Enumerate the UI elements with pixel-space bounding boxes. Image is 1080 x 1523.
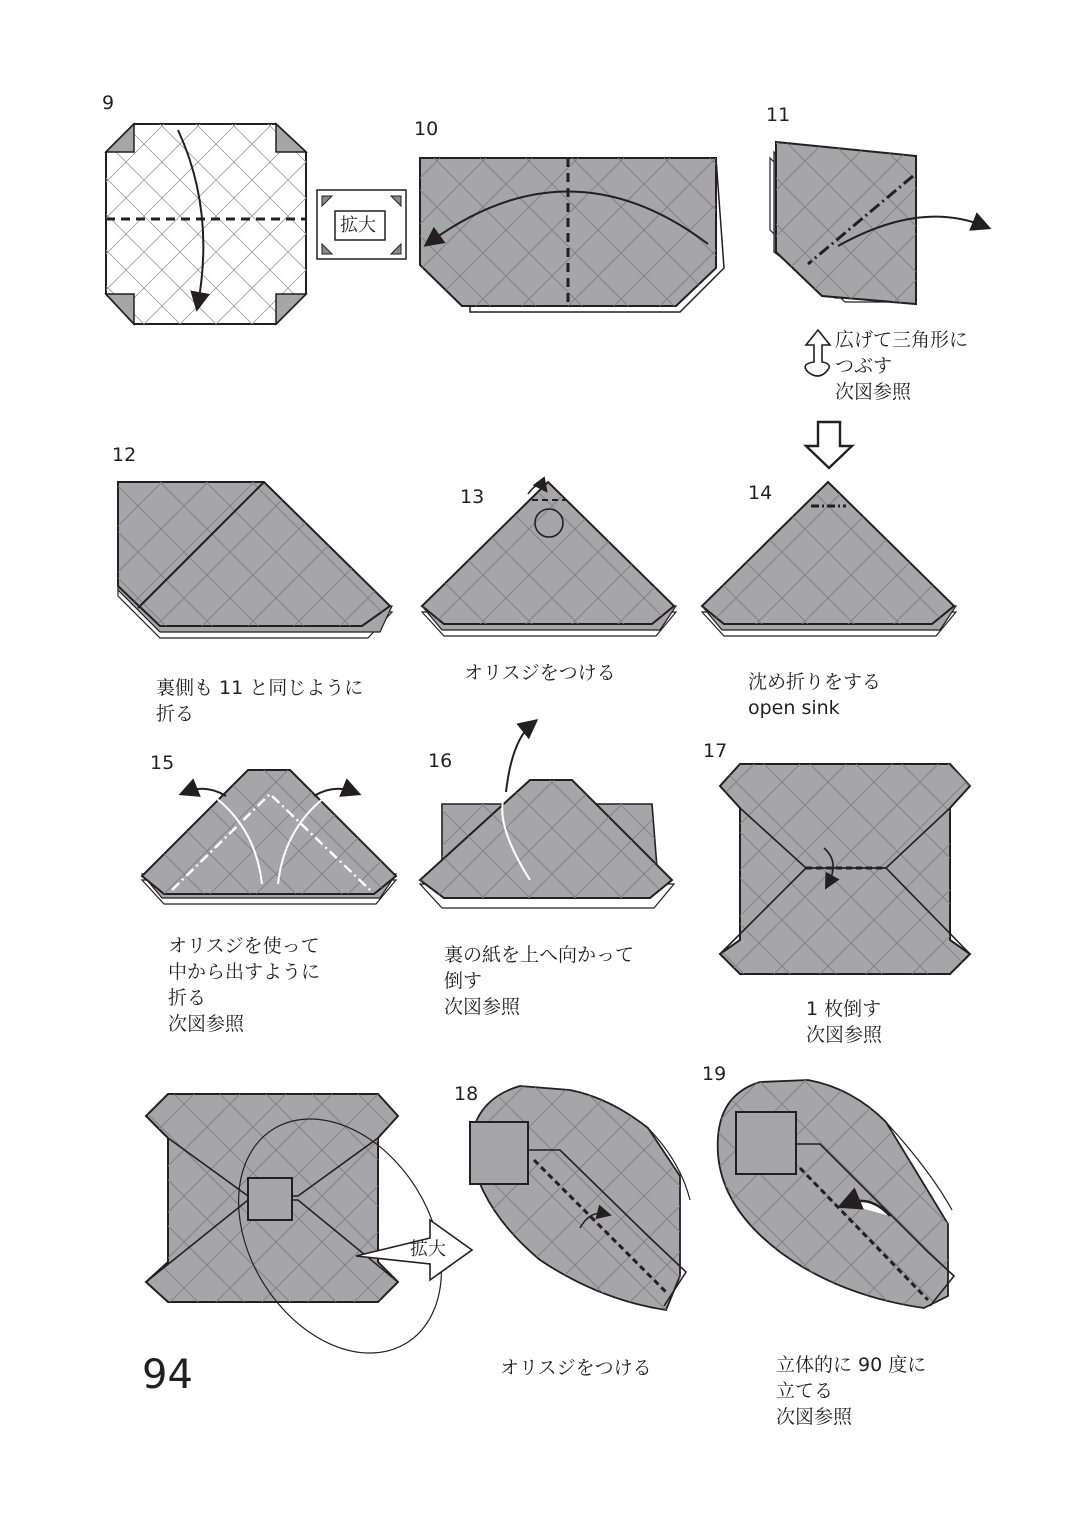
step-14-diagram	[702, 482, 956, 636]
step-11-diagram	[770, 142, 984, 304]
step-16-line-3: 次図参照	[444, 996, 521, 1018]
step-12-diagram	[118, 482, 392, 638]
step-17-instruction	[806, 996, 882, 1048]
step-15-diagram	[142, 770, 396, 904]
step-17-result-diagram	[146, 1081, 483, 1390]
step-12-line-2: 折る	[156, 703, 195, 725]
step-14-line-2: open sink	[748, 697, 840, 719]
step-18-line-1: オリスジをつける	[500, 1357, 652, 1379]
step-11-instruction	[835, 327, 968, 405]
step-19-line-2: 立てる	[776, 1380, 834, 1402]
step-14-line-1: 沈め折りをする	[748, 671, 882, 693]
step-9-diagram	[106, 124, 306, 324]
step-17-line-1: 1 枚倒す	[806, 998, 882, 1020]
step-15-line-4: 次図参照	[168, 1013, 245, 1035]
page-number: 94	[142, 1352, 193, 1398]
step-16-diagram	[420, 724, 674, 908]
step-16-line-1: 裏の紙を上へ向かって	[444, 944, 635, 966]
step-16-line-2: 倒す	[444, 970, 483, 992]
step-10-diagram	[420, 158, 724, 312]
step-17-line-2: 次図参照	[806, 1024, 883, 1046]
step-number-18: 18	[454, 1083, 479, 1105]
step-19-instruction	[776, 1352, 926, 1430]
step-15-line-3: 折る	[168, 987, 207, 1009]
step-13-instruction	[464, 660, 616, 686]
zoom-label-bottom: 拡大	[410, 1239, 446, 1260]
step-15-instruction	[168, 933, 320, 1037]
step-15-line-1: オリスジを使って	[168, 935, 320, 957]
step-18-instruction	[500, 1355, 652, 1381]
zoom-label-top: 拡大	[340, 215, 376, 236]
step-number-9: 9	[102, 92, 115, 114]
step-number-19: 19	[702, 1063, 727, 1085]
step-19-diagram	[718, 1080, 954, 1308]
step-number-14: 14	[748, 482, 773, 504]
step-11-line-1: 広げて三角形に	[835, 329, 969, 351]
step-19-line-3: 次図参照	[776, 1406, 853, 1428]
down-arrow-icon	[806, 422, 852, 468]
step-number-16: 16	[428, 750, 453, 772]
step-11-line-2: つぶす	[835, 355, 893, 377]
step-number-11: 11	[766, 104, 791, 126]
step-number-12: 12	[112, 444, 137, 466]
step-13-line-1: オリスジをつける	[464, 662, 616, 684]
step-15-line-2: 中から出すように	[168, 961, 321, 983]
step-number-10: 10	[414, 118, 439, 140]
step-number-13: 13	[460, 486, 485, 508]
step-number-17: 17	[703, 740, 728, 762]
step-19-line-1: 立体的に 90 度に	[776, 1354, 927, 1376]
step-11-line-3: 次図参照	[835, 381, 912, 403]
step-16-instruction	[444, 942, 634, 1020]
open-arrow-icon	[805, 330, 830, 376]
step-12-line-1: 裏側も 11 と同じように	[156, 677, 364, 699]
step-14-instruction	[748, 669, 881, 721]
step-17-diagram	[720, 764, 970, 974]
step-number-15: 15	[150, 752, 175, 774]
step-18-diagram	[470, 1086, 690, 1310]
step-12-instruction	[156, 675, 363, 727]
